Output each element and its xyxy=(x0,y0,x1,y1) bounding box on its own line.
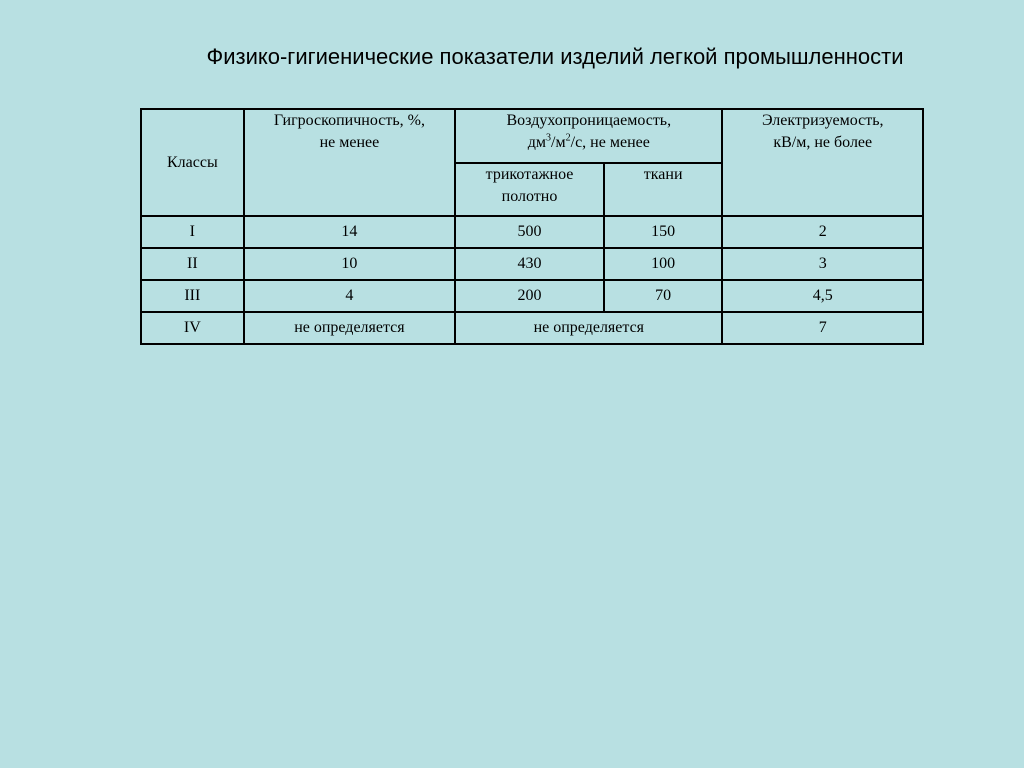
page-title: Физико-гигиенические показатели изделий легкой промышленности xyxy=(206,44,904,69)
cell-fabrics: 100 xyxy=(604,248,723,280)
header-air-sup2: 2 xyxy=(565,132,571,144)
cell-class: IV xyxy=(141,312,244,344)
header-electrification-line2: кВ/м, не более xyxy=(773,134,873,151)
header-air-sup1: 3 xyxy=(546,132,552,144)
header-hygroscopicity-line1: Гигроскопичность, %, xyxy=(273,112,425,129)
header-knitted-line2: полотно xyxy=(501,188,558,205)
cell-electrification: 4,5 xyxy=(722,280,923,312)
cell-fabrics: 70 xyxy=(604,280,723,312)
header-air-line1: Воздухопроницаемость, xyxy=(506,112,672,129)
header-air-line2-suffix: /с, не менее xyxy=(570,134,650,151)
cell-class: II xyxy=(141,248,244,280)
cell-electrification: 7 xyxy=(722,312,923,344)
header-electrification xyxy=(722,109,923,216)
header-air-line2-mid: /м xyxy=(551,134,566,151)
cell-knitted: 430 xyxy=(455,248,604,280)
header-hygroscopicity-line2: не менее xyxy=(319,134,380,151)
cell-hygroscopicity: 14 xyxy=(244,216,455,248)
table-row xyxy=(141,312,923,344)
table-row xyxy=(141,280,923,312)
cell-fabrics: 150 xyxy=(604,216,723,248)
header-electrification-line1: Электризуемость, xyxy=(761,112,884,129)
cell-hygroscopicity: не определяется xyxy=(244,312,455,344)
table-row xyxy=(141,248,923,280)
header-row xyxy=(141,109,923,163)
cell-hygroscopicity: 4 xyxy=(244,280,455,312)
cell-air-merged: не определяется xyxy=(455,312,722,344)
data-table xyxy=(140,108,924,345)
cell-electrification: 3 xyxy=(722,248,923,280)
header-fabrics: ткани xyxy=(604,163,723,216)
header-hygroscopicity xyxy=(244,109,455,216)
cell-class: I xyxy=(141,216,244,248)
cell-electrification: 2 xyxy=(722,216,923,248)
header-air-permeability xyxy=(455,109,722,163)
header-knitted xyxy=(455,163,604,216)
cell-knitted: 500 xyxy=(455,216,604,248)
cell-hygroscopicity: 10 xyxy=(244,248,455,280)
header-air-line2-prefix: дм xyxy=(527,134,547,151)
header-knitted-line1: трикотажное xyxy=(485,166,574,183)
table-row xyxy=(141,216,923,248)
cell-knitted: 200 xyxy=(455,280,604,312)
cell-class: III xyxy=(141,280,244,312)
header-classes: Классы xyxy=(141,109,244,216)
